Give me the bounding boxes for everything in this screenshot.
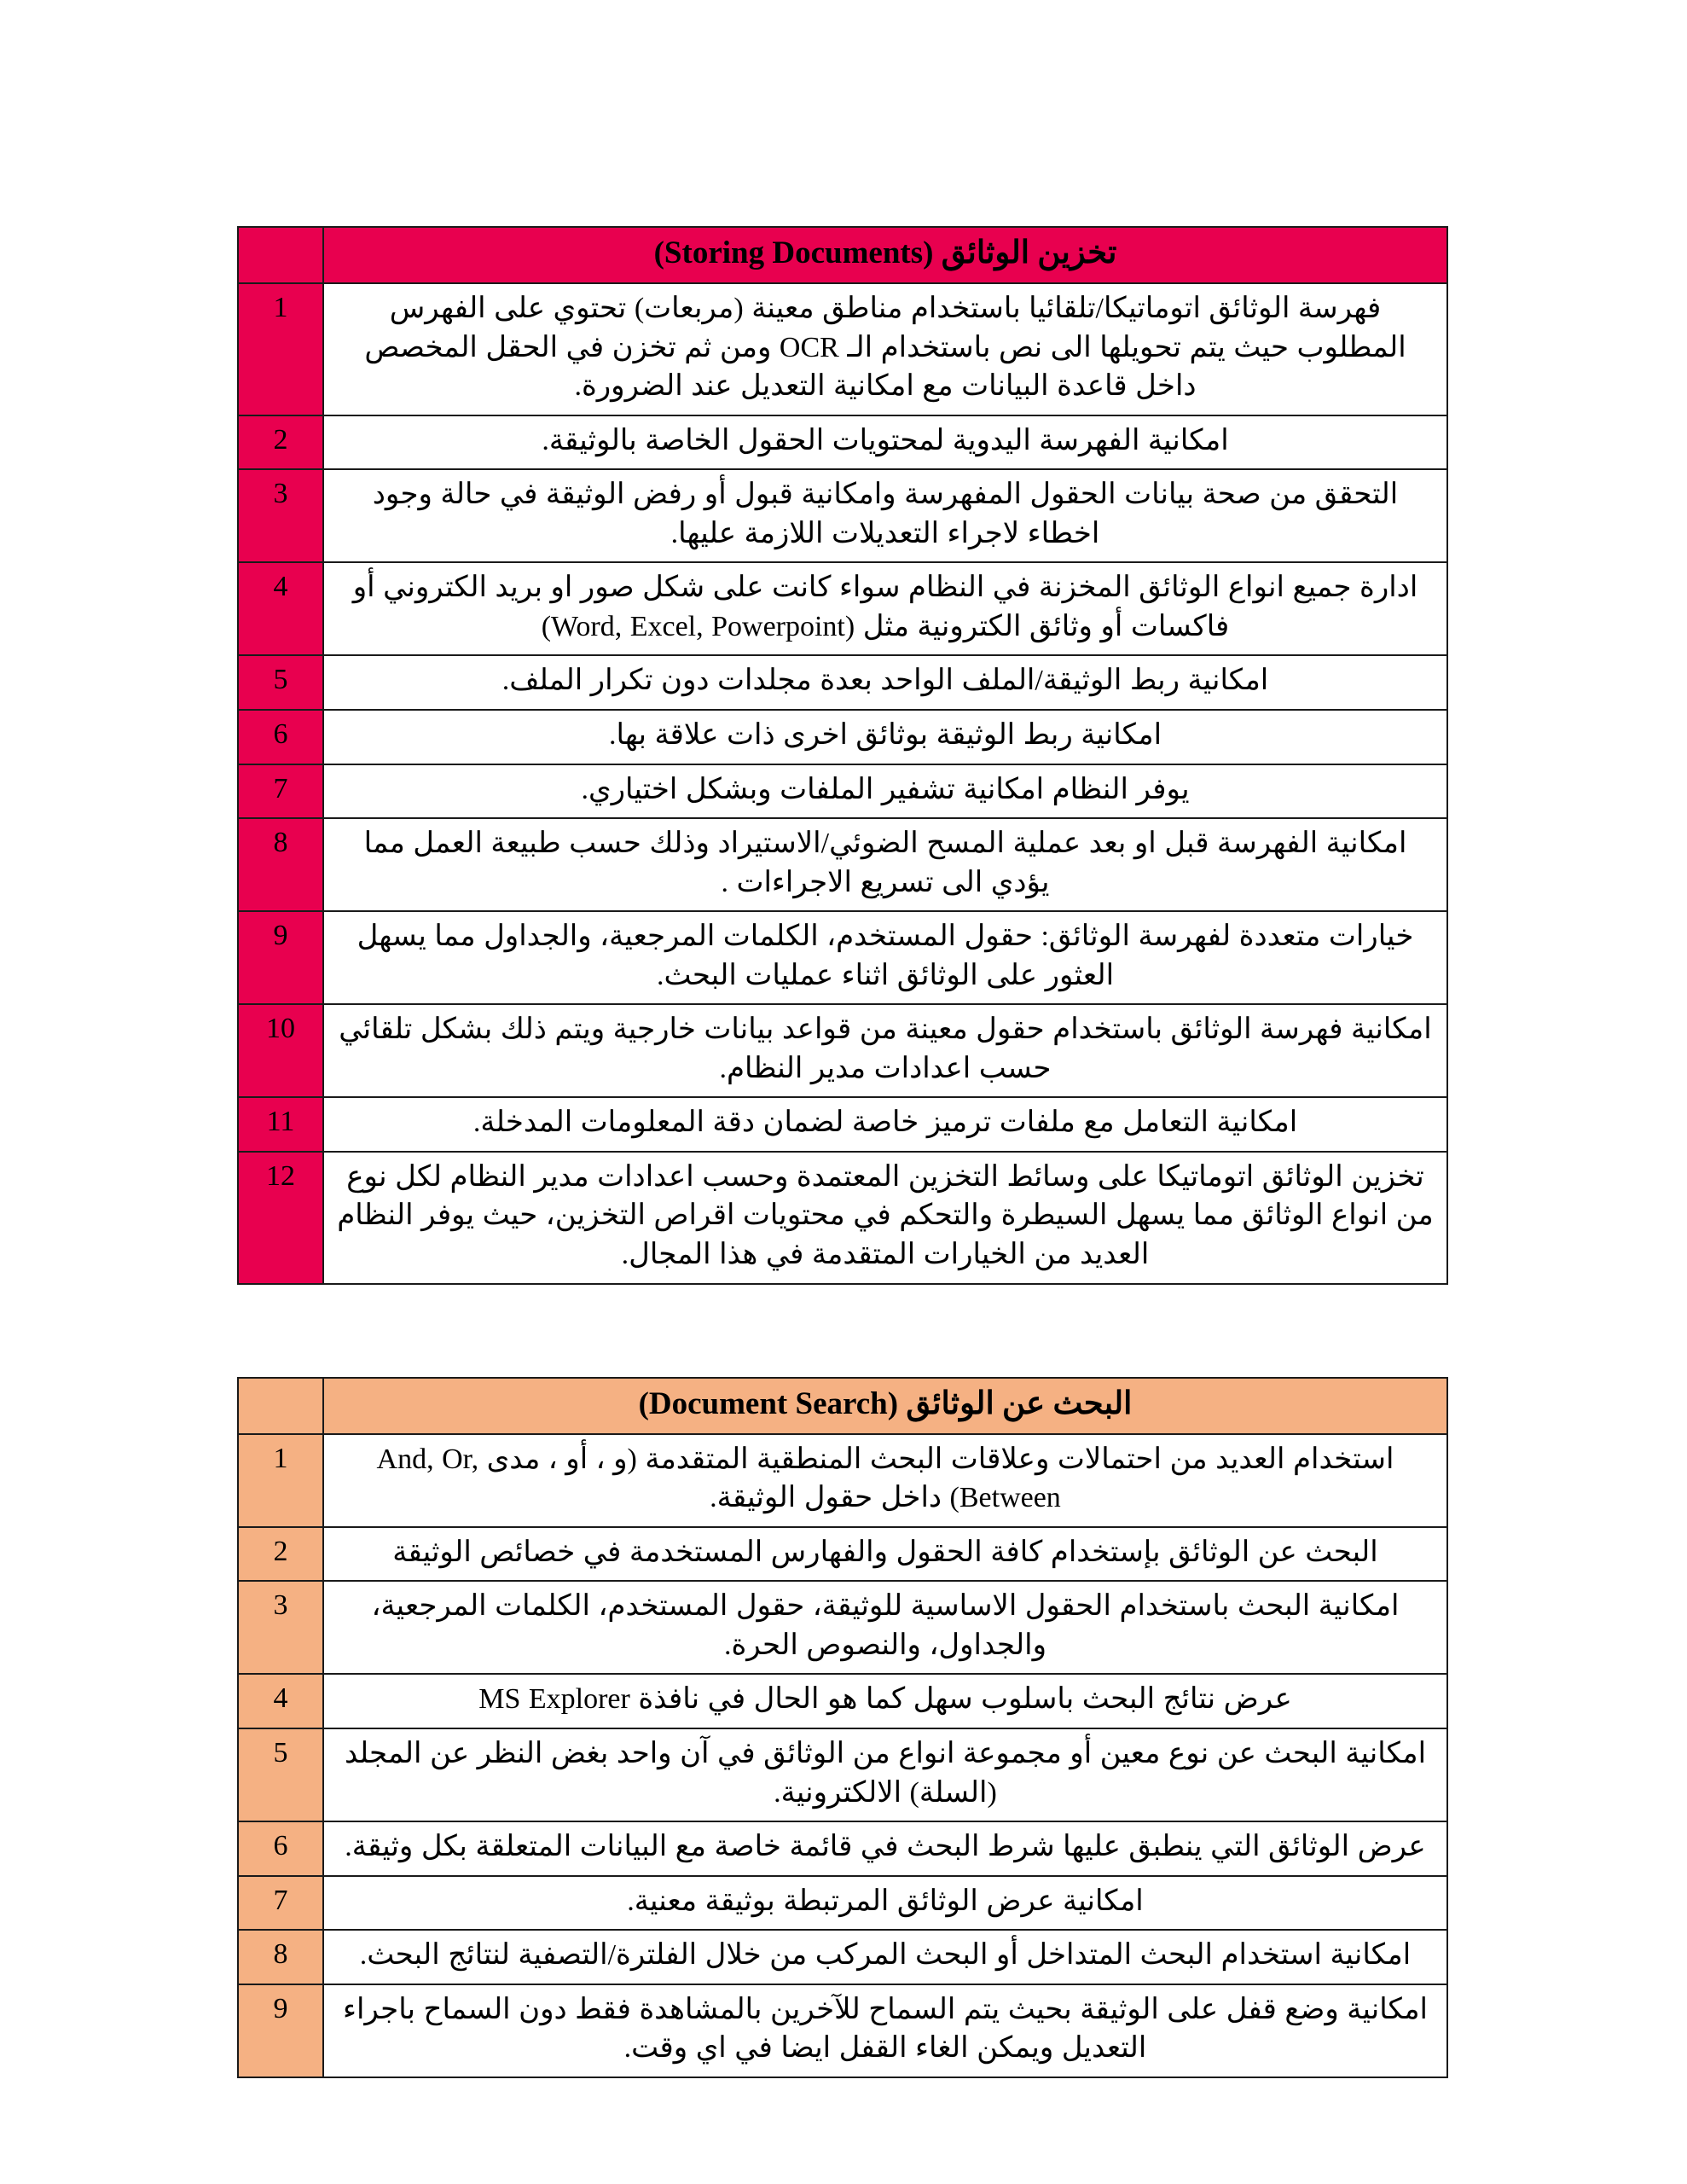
table-row <box>238 1728 1447 1821</box>
table-row <box>238 655 1447 710</box>
requirement-number: 7 <box>238 764 323 819</box>
requirement-number: 9 <box>238 1984 323 2077</box>
requirement-number: 2 <box>238 1527 323 1582</box>
table-row <box>238 1152 1447 1284</box>
table-body <box>238 1378 1447 2077</box>
table-document-search <box>237 1377 1448 2078</box>
requirement-text: امكانية البحث باستخدام الحقول الاساسية للوثيقة، حقول المستخدم، الكلمات المرجعية، والجداول، والنصوص الحرة. <box>323 1581 1447 1674</box>
requirement-number: 1 <box>238 1434 323 1527</box>
table-row <box>238 911 1447 1004</box>
table-header-row <box>238 1378 1447 1434</box>
table-row <box>238 818 1447 911</box>
requirement-text: يوفر النظام امكانية تشفير الملفات وبشكل اختياري. <box>323 764 1447 819</box>
table-header-title: البحث عن الوثائق (Document Search) <box>323 1378 1447 1434</box>
table-row <box>238 562 1447 655</box>
requirement-text: امكانية وضع قفل على الوثيقة بحيث يتم السماح للآخرين بالمشاهدة فقط دون السماح باجراء التعديل ويمكن الغاء القفل ايضا في اي وقت. <box>323 1984 1447 2077</box>
requirement-number: 6 <box>238 1821 323 1876</box>
requirement-text: تخزين الوثائق اتوماتيكا على وسائط التخزين المعتمدة وحسب اعدادات مدير النظام لكل نوع من انواع الوثائق مما يسهل السيطرة والتحكم في محتويات اقراص التخزين، حيث يوفر النظام العديد من الخيارات المتقدمة في هذا المجال. <box>323 1152 1447 1284</box>
table-storing-documents <box>237 226 1448 1285</box>
table-body <box>238 227 1447 1284</box>
requirement-text: امكانية البحث عن نوع معين أو مجموعة انواع من الوثائق في آن واحد بغض النظر عن المجلد (السلة) الالكترونية. <box>323 1728 1447 1821</box>
table-row <box>238 1097 1447 1152</box>
table-row <box>238 283 1447 415</box>
table-row <box>238 1821 1447 1876</box>
requirement-number: 6 <box>238 710 323 764</box>
table-row <box>238 710 1447 764</box>
table-header-number-cell <box>238 227 323 283</box>
table-row <box>238 1674 1447 1728</box>
requirement-number: 3 <box>238 469 323 562</box>
table-row <box>238 1876 1447 1931</box>
table-header-row <box>238 227 1447 283</box>
requirement-text: ادارة جميع انواع الوثائق المخزنة في النظام سواء كانت على شكل صور او بريد الكتروني أو فاكسات أو وثائق الكترونية مثل (Word, Excel, Powerpoint) <box>323 562 1447 655</box>
requirement-text: امكانية استخدام البحث المتداخل أو البحث المركب من خلال الفلترة/التصفية لنتائج البحث. <box>323 1930 1447 1984</box>
requirement-text: امكانية فهرسة الوثائق باستخدام حقول معينة من قواعد بيانات خارجية ويتم ذلك بشكل تلقائي حسب اعدادات مدير النظام. <box>323 1004 1447 1097</box>
table-row <box>238 1984 1447 2077</box>
table-header-title: تخزين الوثائق (Storing Documents) <box>323 227 1447 283</box>
table-row <box>238 1930 1447 1984</box>
requirement-text: خيارات متعددة لفهرسة الوثائق: حقول المستخدم، الكلمات المرجعية، والجداول مما يسهل العثور على الوثائق اثناء عمليات البحث. <box>323 911 1447 1004</box>
requirement-number: 7 <box>238 1876 323 1931</box>
table-header-number-cell <box>238 1378 323 1434</box>
requirement-text: امكانية الفهرسة قبل او بعد عملية المسح الضوئي/الاستيراد وذلك حسب طبيعة العمل مما يؤدي الى تسريع الاجراءات . <box>323 818 1447 911</box>
requirement-number: 5 <box>238 655 323 710</box>
requirement-text: امكانية ربط الوثيقة بوثائق اخرى ذات علاقة بها. <box>323 710 1447 764</box>
requirement-text: امكانية الفهرسة اليدوية لمحتويات الحقول الخاصة بالوثيقة. <box>323 415 1447 470</box>
requirement-text: عرض الوثائق التي ينطبق عليها شرط البحث في قائمة خاصة مع البيانات المتعلقة بكل وثيقة. <box>323 1821 1447 1876</box>
table-row <box>238 764 1447 819</box>
table-row <box>238 469 1447 562</box>
table-row <box>238 1434 1447 1527</box>
requirement-number: 5 <box>238 1728 323 1821</box>
requirement-number: 2 <box>238 415 323 470</box>
table-row <box>238 1527 1447 1582</box>
requirement-number: 12 <box>238 1152 323 1284</box>
requirement-number: 3 <box>238 1581 323 1674</box>
table-row <box>238 1581 1447 1674</box>
requirement-number: 9 <box>238 911 323 1004</box>
requirement-number: 8 <box>238 818 323 911</box>
requirement-text: استخدام العديد من احتمالات وعلاقات البحث المنطقية المتقدمة (و ، أو ، مدى And, Or, Between) داخل حقول الوثيقة. <box>323 1434 1447 1527</box>
requirement-text: امكانية عرض الوثائق المرتبطة بوثيقة معنية. <box>323 1876 1447 1931</box>
requirement-number: 4 <box>238 1674 323 1728</box>
requirement-text: عرض نتائج البحث باسلوب سهل كما هو الحال في نافذة MS Explorer <box>323 1674 1447 1728</box>
requirement-number: 8 <box>238 1930 323 1984</box>
table-row <box>238 415 1447 470</box>
requirement-text: امكانية ربط الوثيقة/الملف الواحد بعدة مجلدات دون تكرار الملف. <box>323 655 1447 710</box>
requirement-text: التحقق من صحة بيانات الحقول المفهرسة وامكانية قبول أو رفض الوثيقة في حالة وجود اخطاء لاجراء التعديلات اللازمة عليها. <box>323 469 1447 562</box>
requirement-number: 4 <box>238 562 323 655</box>
table-spacer <box>239 1285 1448 1377</box>
requirement-text: فهرسة الوثائق اتوماتيكا/تلقائيا باستخدام مناطق معينة (مربعات) تحتوي على الفهرس المطلوب حيث يتم تحويلها الى نص باستخدام الـ OCR ومن ثم تخزن في الحقل المخصص داخل قاعدة البيانات مع امكانية التعديل عند الضرورة. <box>323 283 1447 415</box>
requirement-number: 1 <box>238 283 323 415</box>
requirement-text: البحث عن الوثائق بإستخدام كافة الحقول والفهارس المستخدمة في خصائص الوثيقة <box>323 1527 1447 1582</box>
table-row <box>238 1004 1447 1097</box>
requirement-text: امكانية التعامل مع ملفات ترميز خاصة لضمان دقة المعلومات المدخلة. <box>323 1097 1447 1152</box>
requirement-number: 11 <box>238 1097 323 1152</box>
requirement-number: 10 <box>238 1004 323 1097</box>
